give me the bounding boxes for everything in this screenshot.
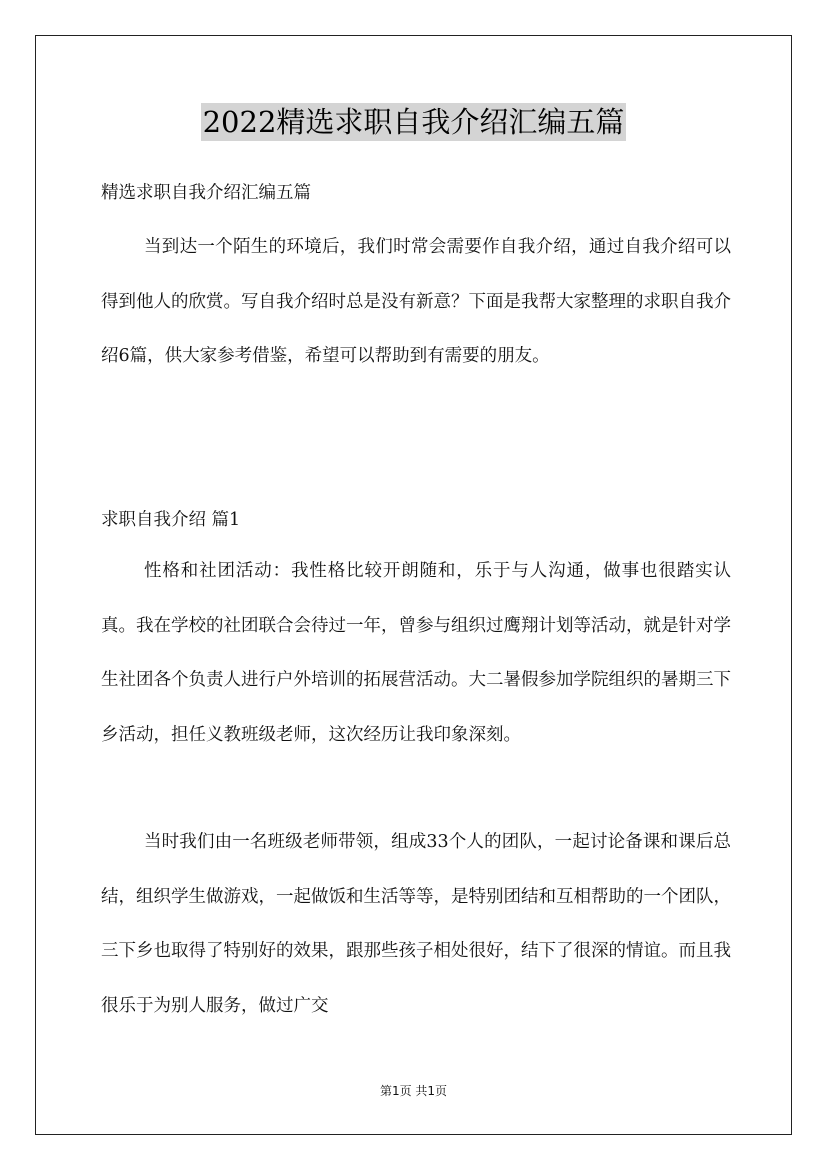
title-container [0, 103, 827, 141]
body-paragraph-2: 当时我们由一名班级老师带领，组成33个人的团队，一起讨论备课和课后总结，组织学生做游戏，一起做饭和生活等等，是特别团结和互相帮助的一个团队，三下乡也取得了特别好的效果，跟那些孩子相处很好，结下了很深的情谊。而且我很乐于为别人服务，做过广交 [101, 832, 731, 1016]
intro-paragraph: 当到达一个陌生的环境后，我们时常会需要作自我介绍，通过自我介绍可以得到他人的欣赏。写自我介绍时总是没有新意？下面是我帮大家整理的求职自我介绍6篇，供大家参考借鉴，希望可以帮助到有需要的朋友。 [101, 237, 731, 366]
section-heading: 求职自我介绍 篇1 [101, 510, 241, 530]
document-title: 2022精选求职自我介绍汇编五篇 [202, 105, 625, 139]
body-paragraph-1: 性格和社团活动：我性格比较开朗随和，乐于与人沟通，做事也很踏实认真。我在学校的社团联合会待过一年，曾参与组织过鹰翔计划等活动，就是针对学生社团各个负责人进行户外培训的拓展营活动。大二暑假参加学院组织的暑期三下乡活动，担任义教班级老师，这次经历让我印象深刻。 [101, 561, 731, 745]
document-subtitle: 精选求职自我介绍汇编五篇 [101, 183, 311, 203]
page-footer: 第1页 共1页 [379, 1084, 448, 1098]
